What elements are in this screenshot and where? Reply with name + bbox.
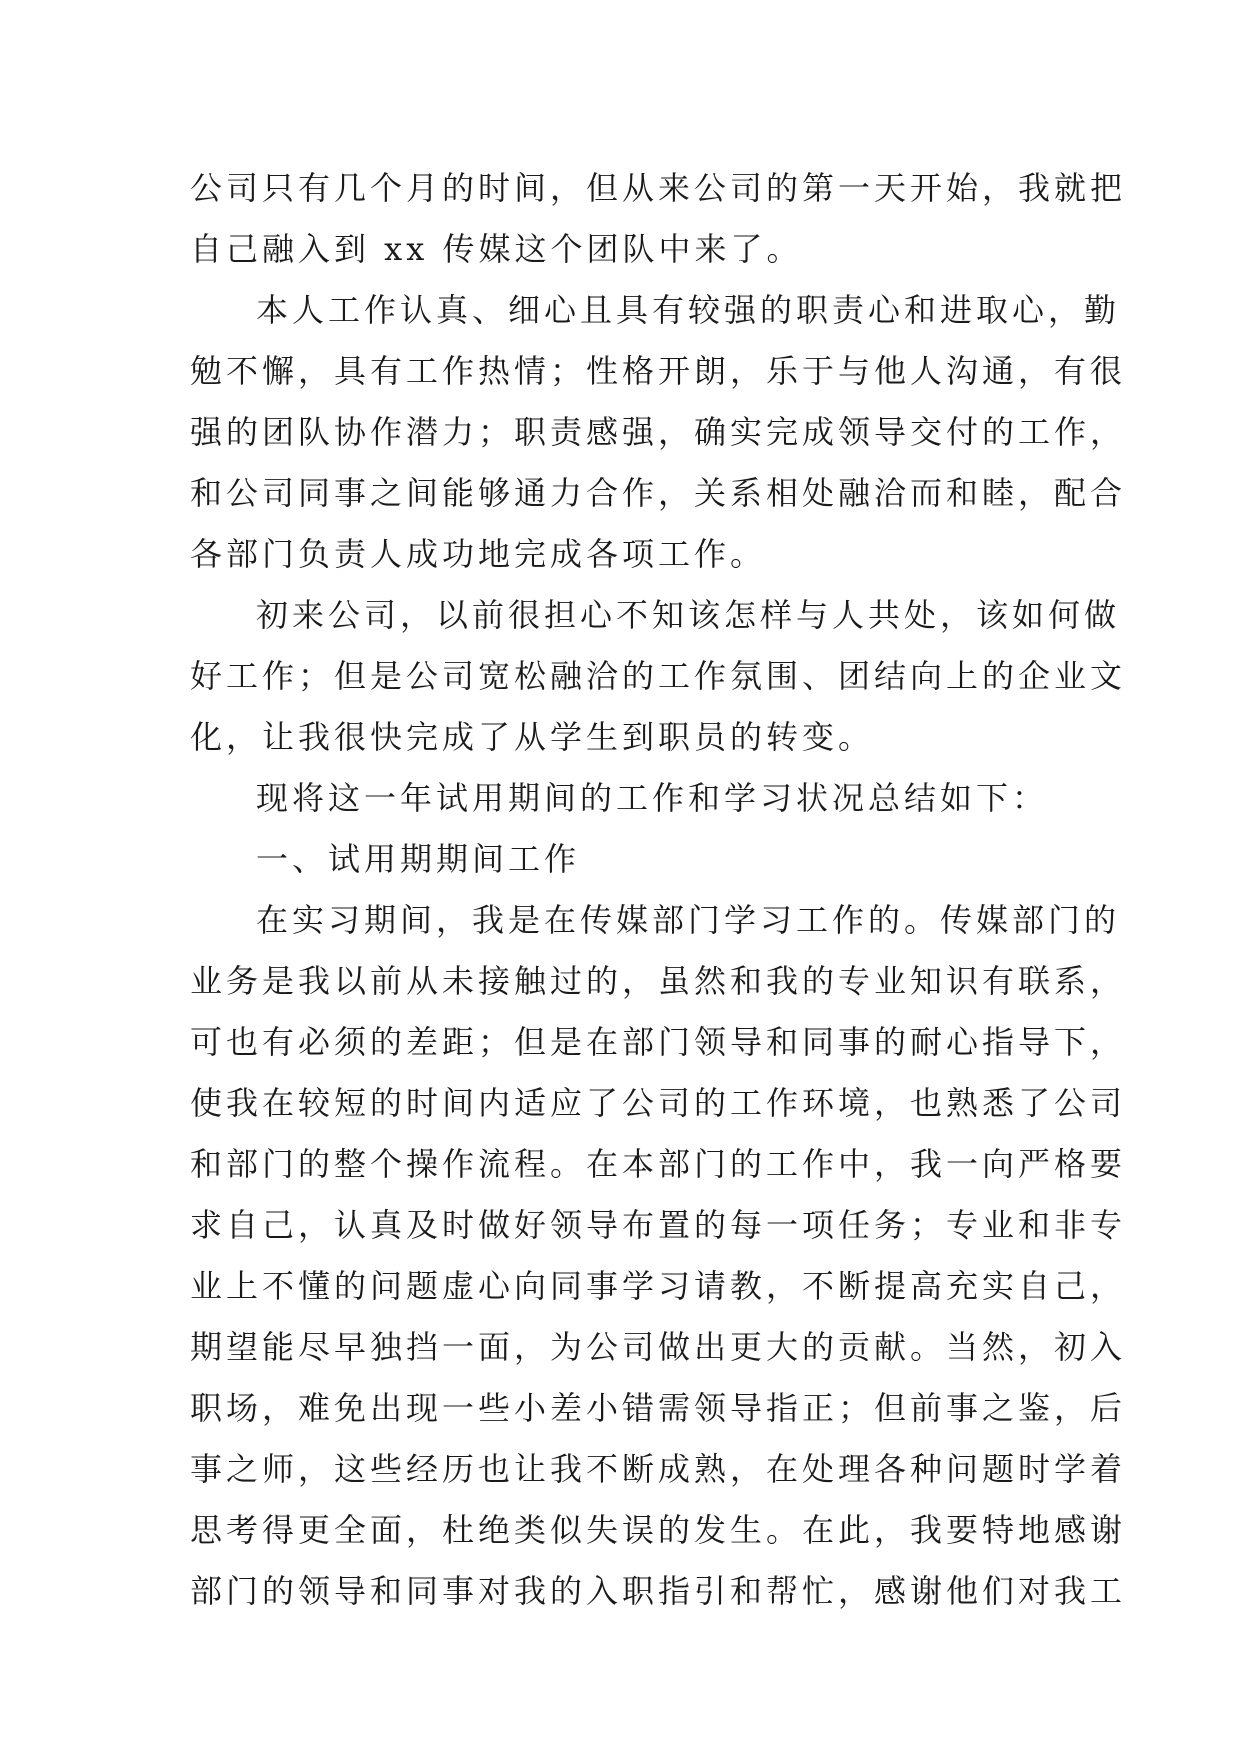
text-line: 好工作；但是公司宽松融洽的工作氛围、团结向上的企业文	[190, 657, 1127, 695]
text-line: 现将这一年试用期间的工作和学习状况总结如下：	[256, 779, 1049, 817]
text-line: 业上不懂的问题虚心向同事学习请教，不断提高充实自己，	[190, 1267, 1127, 1305]
text-line: 强的团队协作潜力；职责感强，确实完成领导交付的工作，	[190, 413, 1127, 451]
text-line: 部门的领导和同事对我的入职指引和帮忙，感谢他们对我工	[190, 1572, 1127, 1610]
text-line: 勉不懈，具有工作热情；性格开朗，乐于与他人沟通，有很	[190, 352, 1127, 390]
text-line: 业务是我以前从未接触过的，虽然和我的专业知识有联系，	[190, 962, 1127, 1000]
text-line: 一、试用期期间工作	[256, 840, 581, 878]
text-line: 本人工作认真、细心且具有较强的职责心和进取心，勤	[256, 291, 1121, 329]
text-line: 各部门负责人成功地完成各项工作。	[190, 535, 767, 573]
text-line: 和部门的整个操作流程。在本部门的工作中，我一向严格要	[190, 1145, 1127, 1183]
text-line: 思考得更全面，杜绝类似失误的发生。在此，我要特地感谢	[190, 1511, 1127, 1549]
document-body	[190, 158, 1127, 1622]
text-line: 求自己，认真及时做好领导布置的每一项任务；专业和非专	[190, 1206, 1127, 1244]
text-line: 自己融入到 xx 传媒这个团队中来了。	[190, 230, 803, 268]
text-line: 职场，难免出现一些小差小错需领导指正；但前事之鉴，后	[190, 1389, 1127, 1427]
text-line: 在实习期间，我是在传媒部门学习工作的。传媒部门的	[256, 901, 1121, 939]
text-line: 可也有必须的差距；但是在部门领导和同事的耐心指导下，	[190, 1023, 1127, 1061]
text-line: 和公司同事之间能够通力合作，关系相处融洽而和睦，配合	[190, 474, 1127, 512]
text-line: 化，让我很快完成了从学生到职员的转变。	[190, 718, 875, 756]
text-line: 公司只有几个月的时间，但从来公司的第一天开始，我就把	[190, 169, 1127, 207]
text-line: 初来公司，以前很担心不知该怎样与人共处，该如何做	[256, 596, 1121, 634]
text-line: 使我在较短的时间内适应了公司的工作环境，也熟悉了公司	[190, 1084, 1127, 1122]
text-line: 期望能尽早独挡一面，为公司做出更大的贡献。当然，初入	[190, 1328, 1127, 1366]
text-line: 事之师，这些经历也让我不断成熟，在处理各种问题时学着	[190, 1450, 1127, 1488]
